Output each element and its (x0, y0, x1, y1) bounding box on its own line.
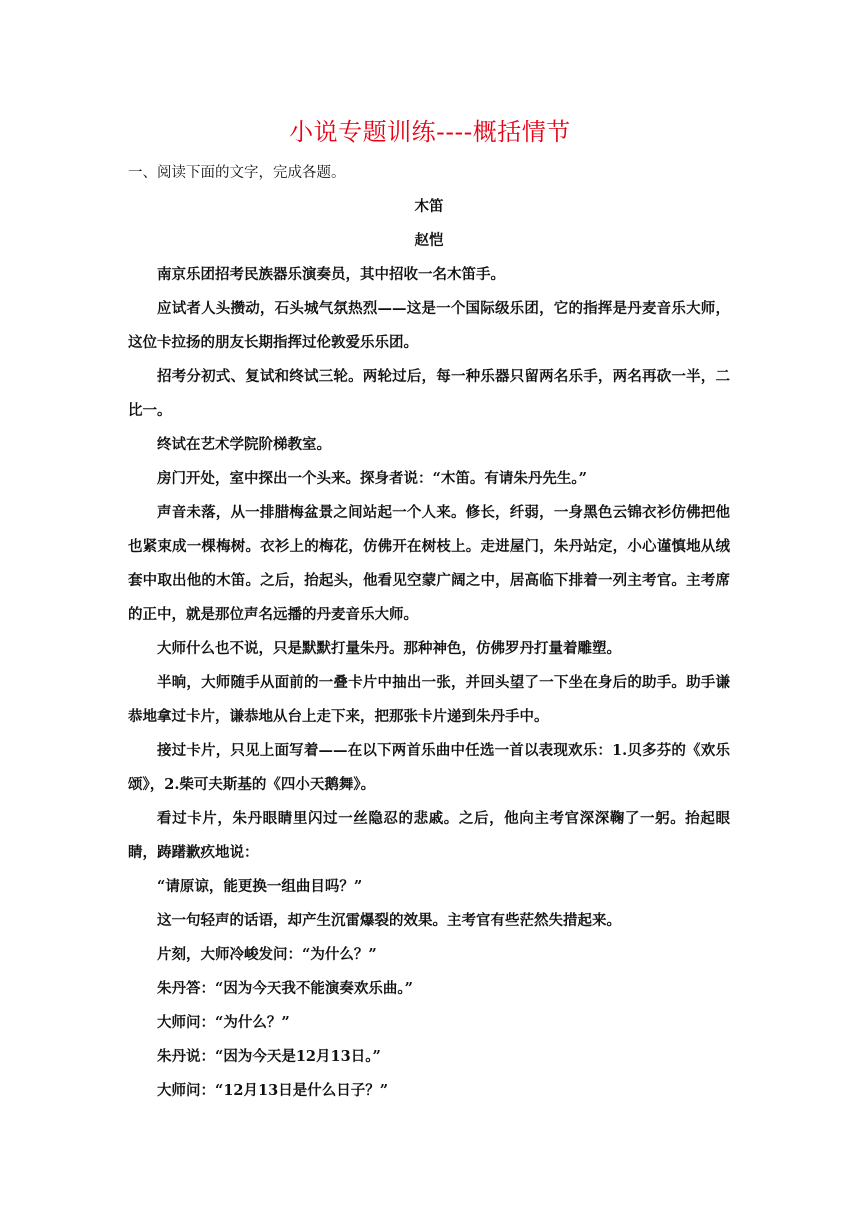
story-title: 木笛 (414, 198, 444, 215)
question-instruction: 一、阅读下面的文字，完成各题。 (128, 165, 346, 181)
paragraph: 大师问：“为什么？” (157, 1014, 290, 1031)
paragraph: 房门开处，室中探出一个头来。探身者说：“木笛。有请朱丹先生。” (157, 470, 587, 487)
paragraph: 大师什么也不说，只是默默打量朱丹。那种神色，仿佛罗丹打量着雕塑。 (157, 640, 621, 657)
paragraph: 半晌，大师随手从面前的一叠卡片中抽出一张，并回头望了一下坐在身后的助手。助手谦恭地拿过卡片，谦恭地从台上走下来，把那张卡片递到朱丹手中。 (128, 674, 730, 725)
paragraph: 朱丹说：“因为今天是12月13日。” (157, 1048, 381, 1065)
document-body (128, 156, 730, 1108)
paragraph: 大师问：“12月13日是什么日子？” (157, 1082, 389, 1099)
paragraph: 片刻，大师冷峻发问：“为什么？” (157, 946, 377, 963)
paragraph: “请原谅，能更换一组曲目吗？” (157, 878, 363, 895)
paragraph: 南京乐团招考民族器乐演奏员，其中招收一名木笛手。 (157, 266, 505, 283)
paragraph: 朱丹答：“因为今天我不能演奏欢乐曲。” (157, 980, 413, 997)
paragraph: 声音未落，从一排腊梅盆景之间站起一个人来。修长，纤弱，一身黑色云锦衣衫仿佛把他也紧束成一棵梅树。衣衫上的梅花，仿佛开在树枝上。走进屋门，朱丹站定，小心谨慎地从绒套中取出他的木笛。之后，抬起头，他看见空蒙广阔之中，居高临下排着一列主考官。主考席的正中，就是那位声名远播的丹麦音乐大师。 (128, 504, 730, 623)
paragraph: 这一句轻声的话语，却产生沉雷爆裂的效果。主考官有些茫然失措起来。 (157, 912, 621, 929)
paragraph: 接过卡片，只见上面写着——在以下两首乐曲中任选一首以表现欢乐：1.贝多芬的《欢乐颂》，2.柴可夫斯基的《四小天鹅舞》。 (128, 742, 730, 793)
paragraph: 终试在艺术学院阶梯教室。 (157, 436, 331, 453)
paragraph: 招考分初式、复试和终试三轮。两轮过后，每一种乐器只留两名乐手，两名再砍一半，二比一。 (128, 368, 730, 419)
paragraph: 看过卡片，朱丹眼睛里闪过一丝隐忍的悲戚。之后，他向主考官深深鞠了一躬。抬起眼睛，踌躇歉疚地说： (128, 810, 730, 861)
paragraph: 应试者人头攒动，石头城气氛热烈——这是一个国际级乐团，它的指挥是丹麦音乐大师，这位卡拉扬的朋友长期指挥过伦敦爱乐乐团。 (128, 300, 730, 351)
story-author: 赵恺 (414, 232, 444, 249)
document-title: 小说专题训练----概括情节 (289, 118, 571, 146)
